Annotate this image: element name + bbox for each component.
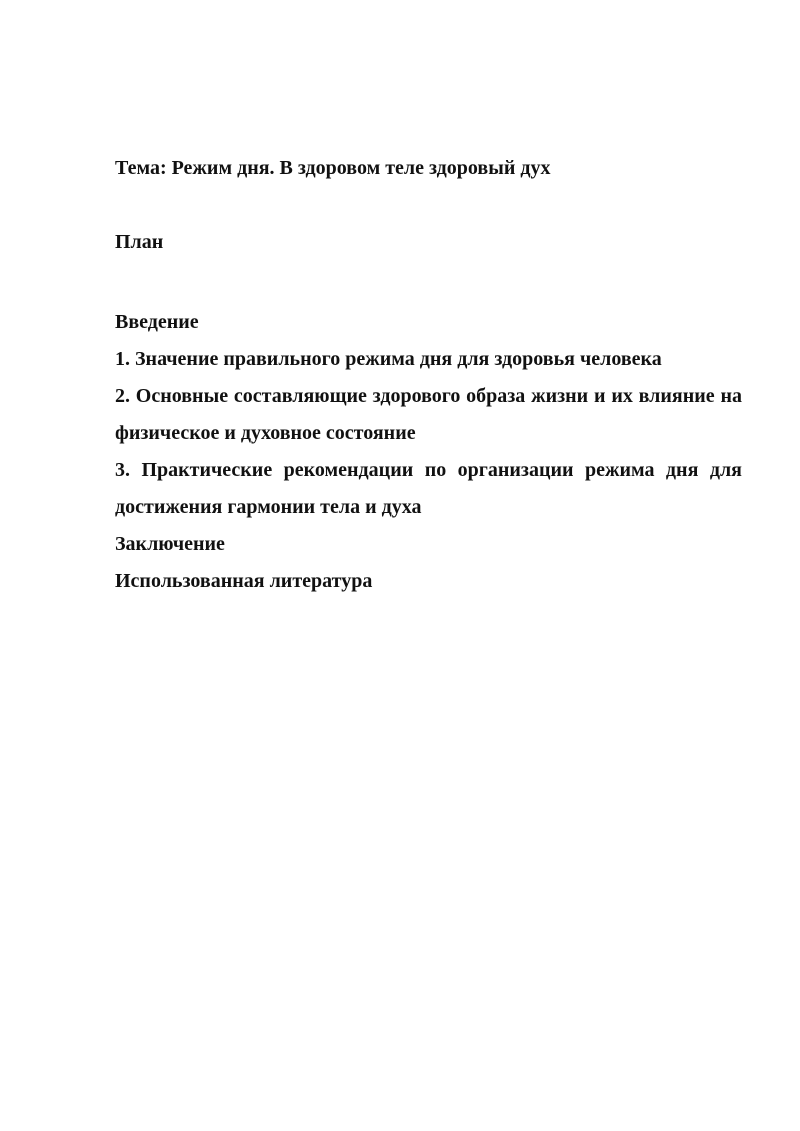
toc-item-section-3: 3. Практические рекомендации по организации режима дня для достижения гармонии тела и духа: [115, 459, 742, 518]
toc-item-references: Использованная литература: [115, 570, 373, 592]
toc-item-conclusion: Заключение: [115, 533, 225, 555]
document-title: Тема: Режим дня. В здоровом теле здоровый дух: [115, 157, 551, 179]
toc-item-section-2: 2. Основные составляющие здорового образа жизни и их влияние на физическое и духовное состояние: [115, 385, 742, 444]
document-body: [115, 154, 742, 600]
plan-heading: План: [115, 231, 164, 253]
toc-item-section-1: 1. Значение правильного режима дня для здоровья человека: [115, 348, 662, 370]
table-of-contents: [115, 304, 742, 600]
toc-item-introduction: Введение: [115, 311, 199, 333]
